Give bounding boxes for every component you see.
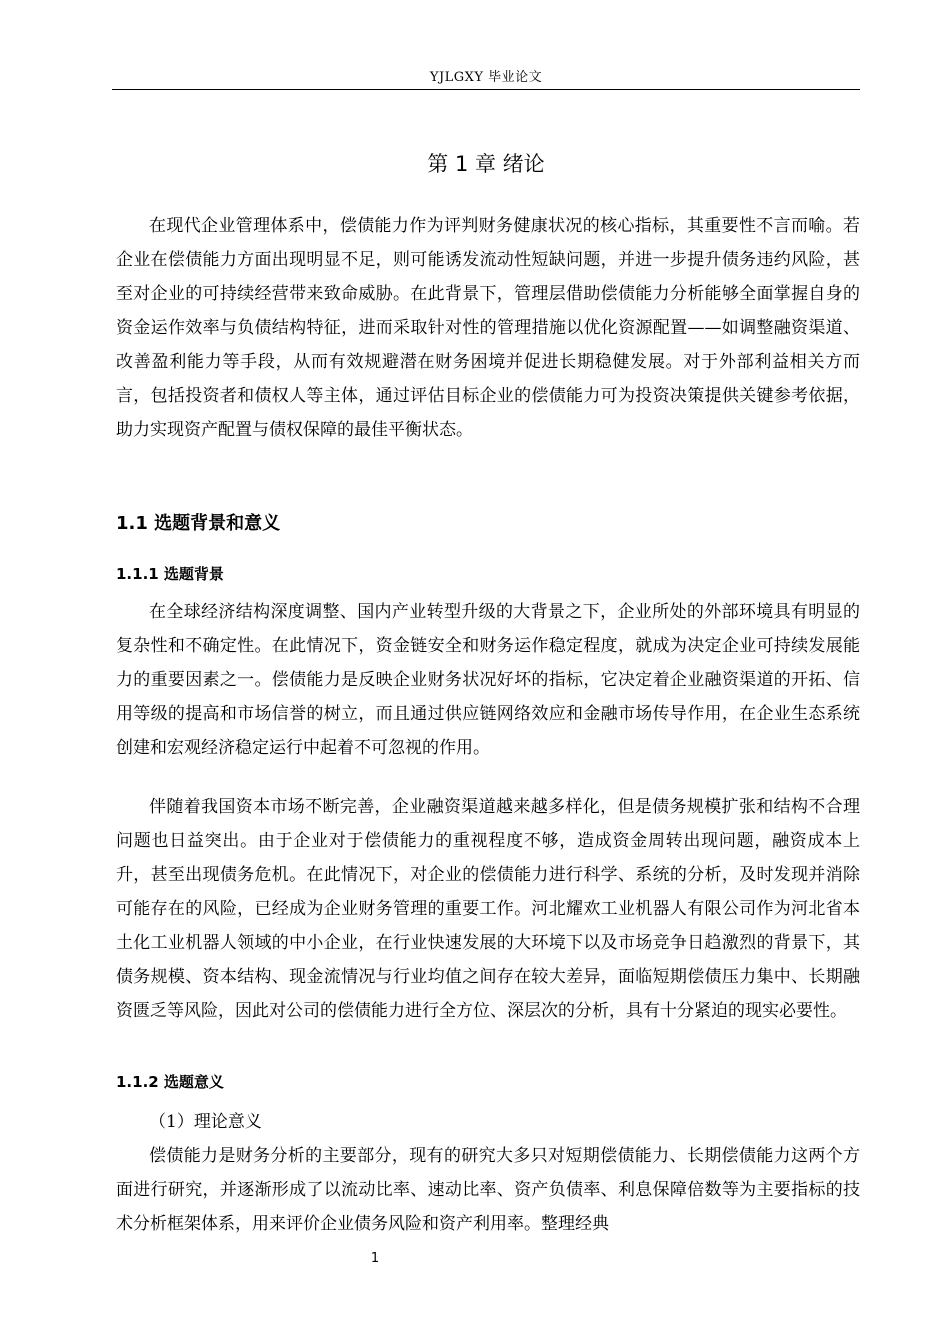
theory-significance-label: （1）理论意义: [149, 1112, 262, 1132]
page-number: 1: [370, 1251, 380, 1266]
background-paragraph-1: 在全球经济结构深度调整、国内产业转型升级的大背景之下，企业所处的外部环境具有明显的复杂性和不确定性。在此情况下，资金链安全和财务运作稳定程度，就成为决定企业可持续发展能力的重要因素之一。偿债能力是反映企业财务状况好坏的指标，它决定着企业融资渠道的开拓、信用等级的提高和市场信誉的树立，而且通过供应链网络效应和金融市场传导作用，在企业生态系统创建和宏观经济稳定运行中起着不可忽视的作用。: [116, 602, 860, 758]
subsection-heading-1-1-2: 1.1.2 选题意义: [116, 1073, 224, 1091]
section-heading-1-1: 1.1 选题背景和意义: [116, 513, 281, 534]
significance-paragraph: 偿债能力是财务分析的主要部分，现有的研究大多只对短期偿债能力、长期偿债能力这两个方面进行研究，并逐渐形成了以流动比率、速动比率、资产负债率、利息保障倍数等为主要指标的技术分析框架体系，用来评价企业债务风险和资产利用率。整理经典: [116, 1146, 860, 1234]
subsection-heading-1-1-1: 1.1.1 选题背景: [116, 565, 224, 583]
chapter-title: 第 1 章 绪论: [427, 152, 545, 176]
chapter-intro-paragraph: 在现代企业管理体系中，偿债能力作为评判财务健康状况的核心指标，其重要性不言而喻。若企业在偿债能力方面出现明显不足，则可能诱发流动性短缺问题，并进一步提升债务违约风险，甚至对企业的可持续经营带来致命威胁。在此背景下，管理层借助偿债能力分析能够全面掌握自身的资金运作效率与负债结构特征，进而采取针对性的管理措施以优化资源配置——如调整融资渠道、改善盈利能力等手段，从而有效规避潜在财务困境并促进长期稳健发展。对于外部利益相关方而言，包括投资者和债权人等主体，通过评估目标企业的偿债能力可为投资决策提供关键参考依据，助力实现资产配置与债权保障的最佳平衡状态。: [116, 216, 860, 440]
running-header: YJLGXY 毕业论文: [429, 70, 543, 85]
background-paragraph-2: 伴随着我国资本市场不断完善，企业融资渠道越来越多样化，但是债务规模扩张和结构不合理问题也日益突出。由于企业对于偿债能力的重视程度不够，造成资金周转出现问题，融资成本上升，甚至出现债务危机。在此情况下，对企业的偿债能力进行科学、系统的分析，及时发现并消除可能存在的风险，已经成为企业财务管理的重要工作。河北耀欢工业机器人有限公司作为河北省本土化工业机器人领域的中小企业，在行业快速发展的大环境下以及市场竞争日趋激烈的背景下，其债务规模、资本结构、现金流情况与行业均值之间存在较大差异，面临短期偿债压力集中、长期融资匮乏等风险，因此对公司的偿债能力进行全方位、深层次的分析，具有十分紧迫的现实必要性。: [116, 797, 860, 1021]
header-divider: [112, 89, 860, 90]
